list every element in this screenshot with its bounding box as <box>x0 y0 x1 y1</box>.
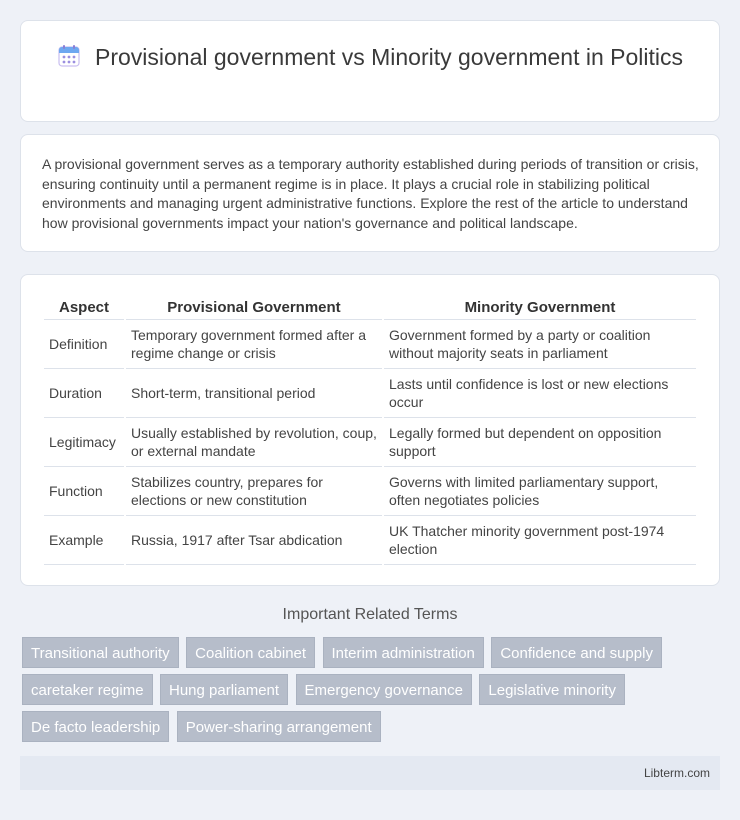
intro-paragraph: A provisional government serves as a temporary authority established during periods of transition or crisis, ensuring continuity until a permanent regime is in place. It plays a crucial role in stabilizing political environments and managing urgent administrative functions. Explore the rest of the article to understand how provisional governments impact your nation's governance and political landscape. <box>42 156 699 231</box>
related-term-tag[interactable]: Hung parliament <box>160 674 288 705</box>
cell-minority: Lasts until confidence is lost or new elections occur <box>384 369 696 418</box>
cell-provisional: Temporary government formed after a regime change or crisis <box>126 320 382 369</box>
table-row <box>44 516 696 565</box>
related-term-tag[interactable]: De facto leadership <box>22 711 169 742</box>
tag-row <box>22 674 722 711</box>
calendar-icon <box>57 44 81 68</box>
tag-row <box>22 637 722 674</box>
related-terms-list <box>22 637 722 748</box>
tag-row <box>22 711 722 748</box>
table-row <box>44 418 696 467</box>
table-row <box>44 320 696 369</box>
related-term-tag[interactable]: caretaker regime <box>22 674 153 705</box>
cell-minority: Government formed by a party or coalition without majority seats in parliament <box>384 320 696 369</box>
table-row <box>44 369 696 418</box>
cell-aspect: Definition <box>44 320 124 369</box>
page-title-wrap <box>21 43 719 72</box>
related-term-tag[interactable]: Confidence and supply <box>491 637 662 668</box>
cell-provisional: Short-term, transitional period <box>126 369 382 418</box>
related-term-tag[interactable]: Emergency governance <box>296 674 472 705</box>
cell-provisional: Usually established by revolution, coup, or external mandate <box>126 418 382 467</box>
related-term-tag[interactable]: Interim administration <box>323 637 484 668</box>
related-term-tag[interactable]: Power-sharing arrangement <box>177 711 381 742</box>
table-row <box>44 467 696 516</box>
intro-card <box>20 134 720 252</box>
related-term-tag[interactable]: Legislative minority <box>479 674 625 705</box>
related-term-tag[interactable]: Coalition cabinet <box>186 637 315 668</box>
cell-aspect: Function <box>44 467 124 516</box>
related-terms-heading: Important Related Terms <box>282 606 458 623</box>
cell-minority: Governs with limited parliamentary support, often negotiates policies <box>384 467 696 516</box>
cell-provisional: Russia, 1917 after Tsar abdication <box>126 516 382 565</box>
cell-aspect: Duration <box>44 369 124 418</box>
related-term-tag[interactable]: Transitional authority <box>22 637 179 668</box>
column-header-minority: Minority Government <box>384 295 696 320</box>
cell-provisional: Stabilizes country, prepares for elections or new constitution <box>126 467 382 516</box>
cell-aspect: Example <box>44 516 124 565</box>
comparison-table-card <box>20 274 720 586</box>
column-header-provisional: Provisional Government <box>126 295 382 320</box>
footer <box>20 756 720 790</box>
column-header-aspect: Aspect <box>44 295 124 320</box>
comparison-table <box>42 295 698 565</box>
table-header-row <box>44 295 696 320</box>
cell-aspect: Legitimacy <box>44 418 124 467</box>
footer-site-link[interactable]: Libterm.com <box>643 766 710 780</box>
cell-minority: Legally formed but dependent on opposition support <box>384 418 696 467</box>
cell-minority: UK Thatcher minority government post-1974 election <box>384 516 696 565</box>
title-card <box>20 20 720 122</box>
page-title: Provisional government vs Minority government in Politics <box>94 44 684 70</box>
